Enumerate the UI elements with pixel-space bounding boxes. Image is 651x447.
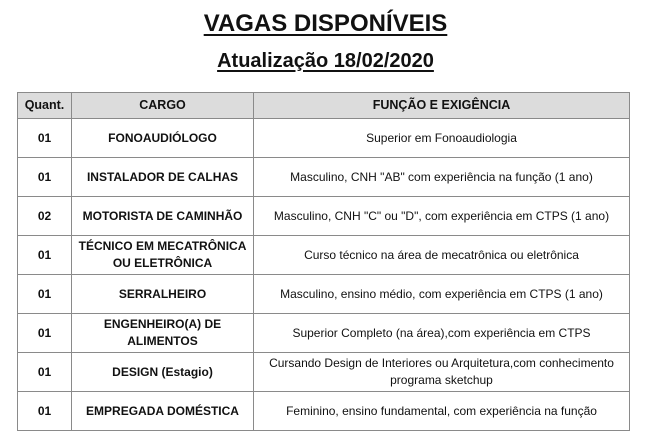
requirements-cell: Masculino, CNH "C" ou "D", com experiência em CTPS (1 ano)	[254, 197, 630, 236]
requirements-cell: Masculino, CNH "AB" com experiência na função (1 ano)	[254, 158, 630, 197]
requirements-cell: Masculino, ensino médio, com experiência em CTPS (1 ano)	[254, 275, 630, 314]
page-title: VAGAS DISPONÍVEIS	[203, 10, 448, 37]
position-cell: DESIGN (Estagio)	[72, 353, 254, 392]
position-cell: ENGENHEIRO(A) DE ALIMENTOS	[72, 314, 254, 353]
table-row	[18, 353, 630, 392]
position-cell: TÉCNICO EM MECATRÔNICA OU ELETRÔNICA	[72, 236, 254, 275]
requirements-cell: Feminino, ensino fundamental, com experiência na função	[254, 392, 630, 431]
quantity-cell: 01	[18, 353, 72, 392]
requirements-cell: Curso técnico na área de mecatrônica ou eletrônica	[254, 236, 630, 275]
requirements-cell: Superior em Fonoaudiologia	[254, 119, 630, 158]
table-row	[18, 197, 630, 236]
requirements-cell: Cursando Design de Interiores ou Arquitetura,com conhecimento programa sketchup	[254, 353, 630, 392]
table-row	[18, 275, 630, 314]
requirements-cell: Superior Completo (na área),com experiência em CTPS	[254, 314, 630, 353]
quantity-cell: 01	[18, 275, 72, 314]
table-header-row	[18, 93, 630, 119]
quantity-cell: 01	[18, 392, 72, 431]
position-cell: EMPREGADA DOMÉSTICA	[72, 392, 254, 431]
table-row	[18, 236, 630, 275]
update-date-subtitle: Atualização 18/02/2020	[217, 50, 434, 72]
position-cell: SERRALHEIRO	[72, 275, 254, 314]
table-row	[18, 392, 630, 431]
table-row	[18, 314, 630, 353]
quantity-cell: 01	[18, 119, 72, 158]
quantity-cell: 01	[18, 158, 72, 197]
position-cell: FONOAUDIÓLOGO	[72, 119, 254, 158]
quantity-cell: 01	[18, 314, 72, 353]
position-cell: MOTORISTA DE CAMINHÃO	[72, 197, 254, 236]
column-header-requirements: FUNÇÃO E EXIGÊNCIA	[254, 93, 630, 119]
table-row	[18, 119, 630, 158]
quantity-cell: 02	[18, 197, 72, 236]
column-header-position: CARGO	[72, 93, 254, 119]
quantity-cell: 01	[18, 236, 72, 275]
job-openings-table	[17, 92, 630, 431]
position-cell: INSTALADOR DE CALHAS	[72, 158, 254, 197]
table-row	[18, 158, 630, 197]
column-header-quantity: Quant.	[18, 93, 72, 119]
